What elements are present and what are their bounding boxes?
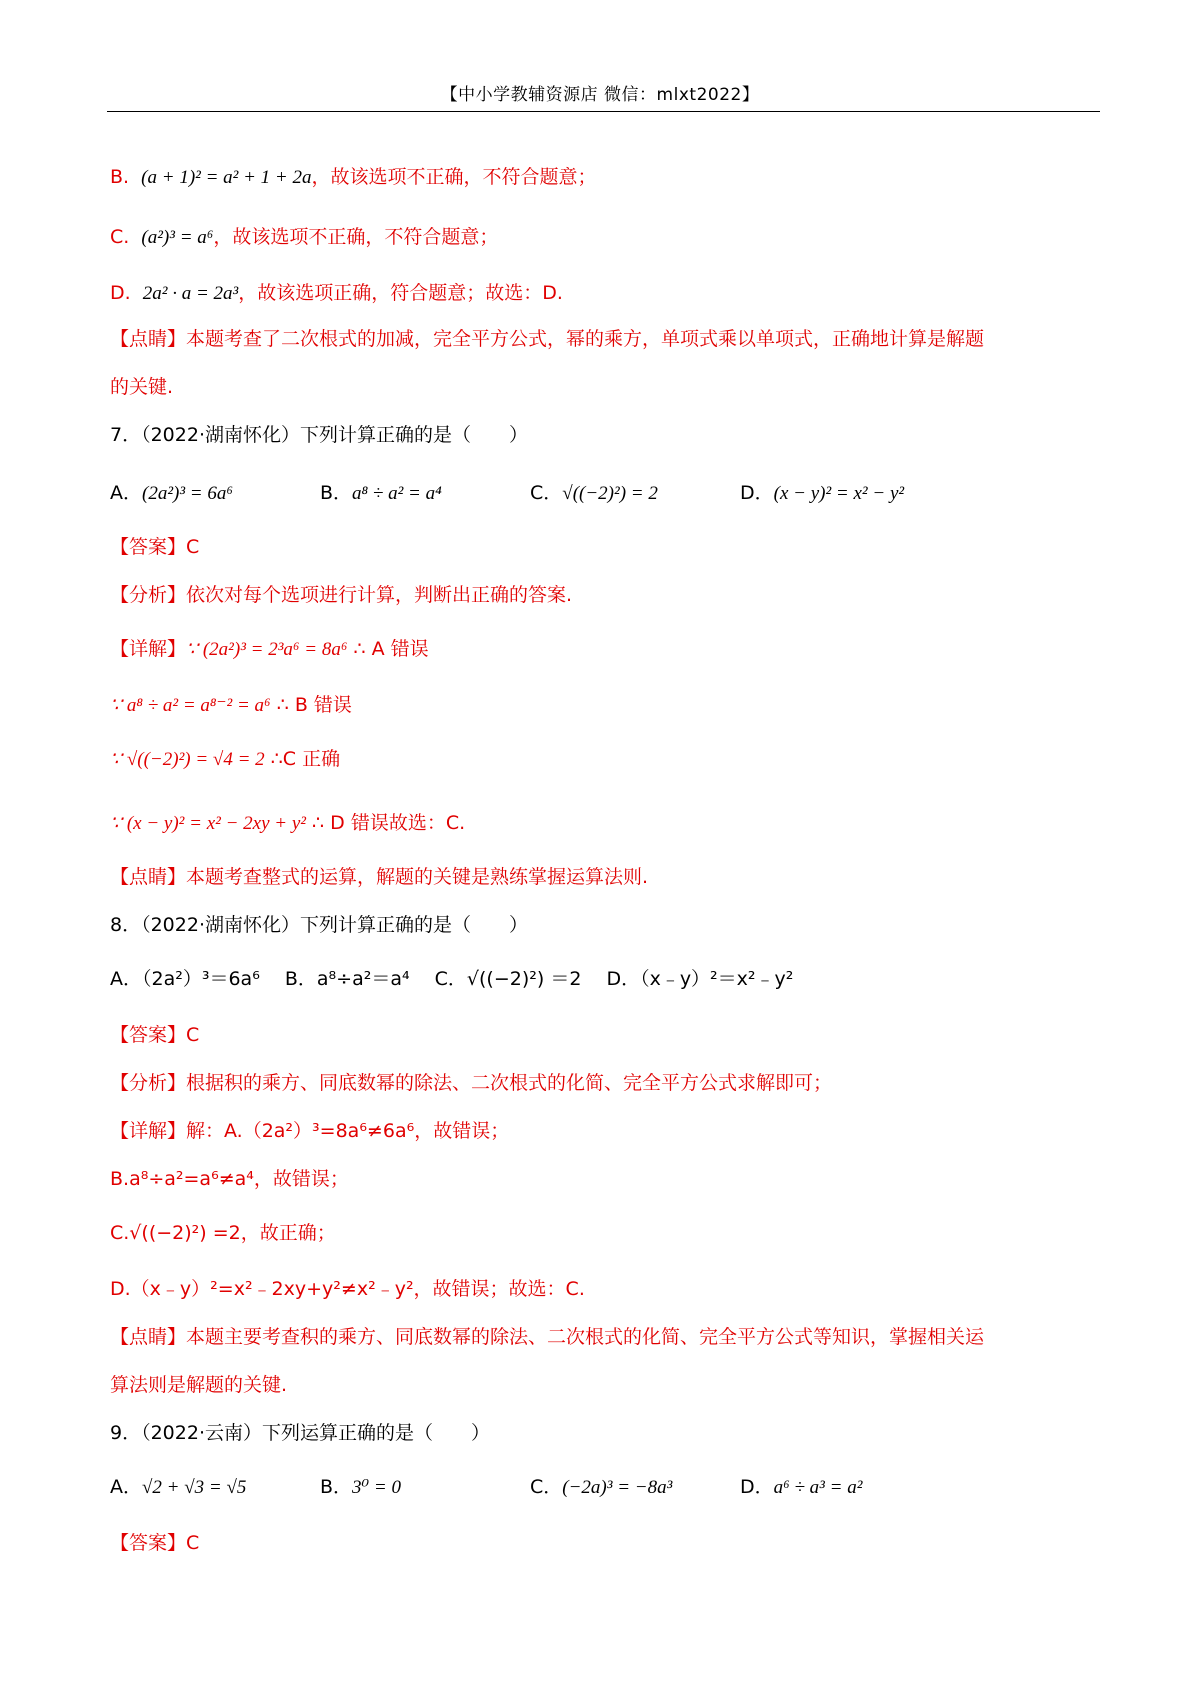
q6-option-d-explanation: D. 2a² · a = 2a³，故该选项正确，符合题意；故选：D. [110, 282, 563, 304]
q8-detail-d: D.（x﹣y）²=x²﹣2xy+y²≠x²﹣y²，故错误；故选：C. [110, 1278, 585, 1300]
q9-stem: 9．（2022·云南）下列运算正确的是（ ） [110, 1422, 490, 1444]
q9-option-b: B．3⁰ = 0 [320, 1476, 401, 1498]
q7-option-c: C．√((−2)²) = 2 [530, 482, 658, 504]
q7-answer: 【答案】C [110, 536, 200, 558]
q6-tip-line-2: 的关键. [110, 376, 174, 398]
q9-option-a: A．√2 + √3 = √5 [110, 1476, 247, 1498]
q7-stem: 7．（2022·湖南怀化）下列计算正确的是（ ） [110, 424, 528, 446]
q9-answer: 【答案】C [110, 1532, 200, 1554]
q6-option-c-explanation: C. (a²)³ = a⁶，故该选项不正确，不符合题意； [110, 226, 499, 248]
q9-option-c: C．(−2a)³ = −8a³ [530, 1476, 673, 1498]
q6-option-b-explanation: B. (a + 1)² = a² + 1 + 2a，故该选项不正确，不符合题意； [110, 166, 597, 188]
q7-option-b: B．a⁸ ÷ a² = a⁴ [320, 482, 442, 504]
q7-options [110, 484, 1100, 514]
q7-detail-1: 【详解】∵ (2a²)³ = 2³a⁶ = 8a⁶ ∴ A 错误 [110, 638, 429, 660]
q7-detail-2: ∵ a⁸ ÷ a² = a⁸⁻² = a⁶ ∴ B 错误 [110, 694, 352, 716]
q8-detail-a: 【详解】解：A.（2a²）³=8a⁶≠6a⁶，故错误； [110, 1120, 510, 1142]
q7-detail-4: ∵ (x − y)² = x² − 2xy + y² ∴ D 错误故选：C. [110, 812, 466, 834]
q8-options: A．（2a²）³＝6a⁶ B．a⁸÷a²＝a⁴ C．√((−2)²) ＝2 D．（x﹣y）²＝x²﹣y² [110, 968, 794, 990]
q6-c-formula: (a²)³ = a⁶ [141, 227, 214, 248]
q7-analysis: 【分析】依次对每个选项进行计算，判断出正确的答案. [110, 584, 573, 606]
q9-options [110, 1478, 1100, 1508]
q8-tip-line-2: 算法则是解题的关键. [110, 1374, 288, 1396]
q8-tip-line-1: 【点睛】本题主要考查积的乘方、同底数幂的除法、二次根式的化简、完全平方公式等知识，掌握相关运 [110, 1326, 985, 1348]
q8-analysis: 【分析】根据积的乘方、同底数幂的除法、二次根式的化简、完全平方公式求解即可； [110, 1072, 833, 1094]
q7-tip: 【点睛】本题考查整式的运算，解题的关键是熟练掌握运算法则. [110, 866, 649, 888]
q7-detail-3: ∵ √((−2)²) = √4 = 2 ∴C 正确 [110, 748, 341, 770]
q7-option-a: A．(2a²)³ = 6a⁶ [110, 482, 233, 504]
q8-answer: 【答案】C [110, 1024, 200, 1046]
page-header: 【中小学教辅资源店 微信：mlxt2022】 [440, 85, 760, 105]
q6-b-formula: (a + 1)² = a² + 1 + 2a [141, 167, 312, 188]
q9-option-d: D．a⁶ ÷ a³ = a² [740, 1476, 863, 1498]
q8-stem: 8．（2022·湖南怀化）下列计算正确的是（ ） [110, 914, 528, 936]
q6-d-formula: 2a² · a = 2a³ [142, 283, 239, 304]
q8-detail-b: B.a⁸÷a²=a⁶≠a⁴，故错误； [110, 1168, 349, 1190]
q8-detail-c: C.√((−2)²) =2，故正确； [110, 1222, 336, 1244]
header-rule [107, 111, 1100, 112]
q6-tip-line-1: 【点睛】本题考查了二次根式的加减，完全平方公式，幂的乘方，单项式乘以单项式，正确地计算是解题 [110, 328, 985, 350]
q7-option-d: D．(x − y)² = x² − y² [740, 482, 905, 504]
